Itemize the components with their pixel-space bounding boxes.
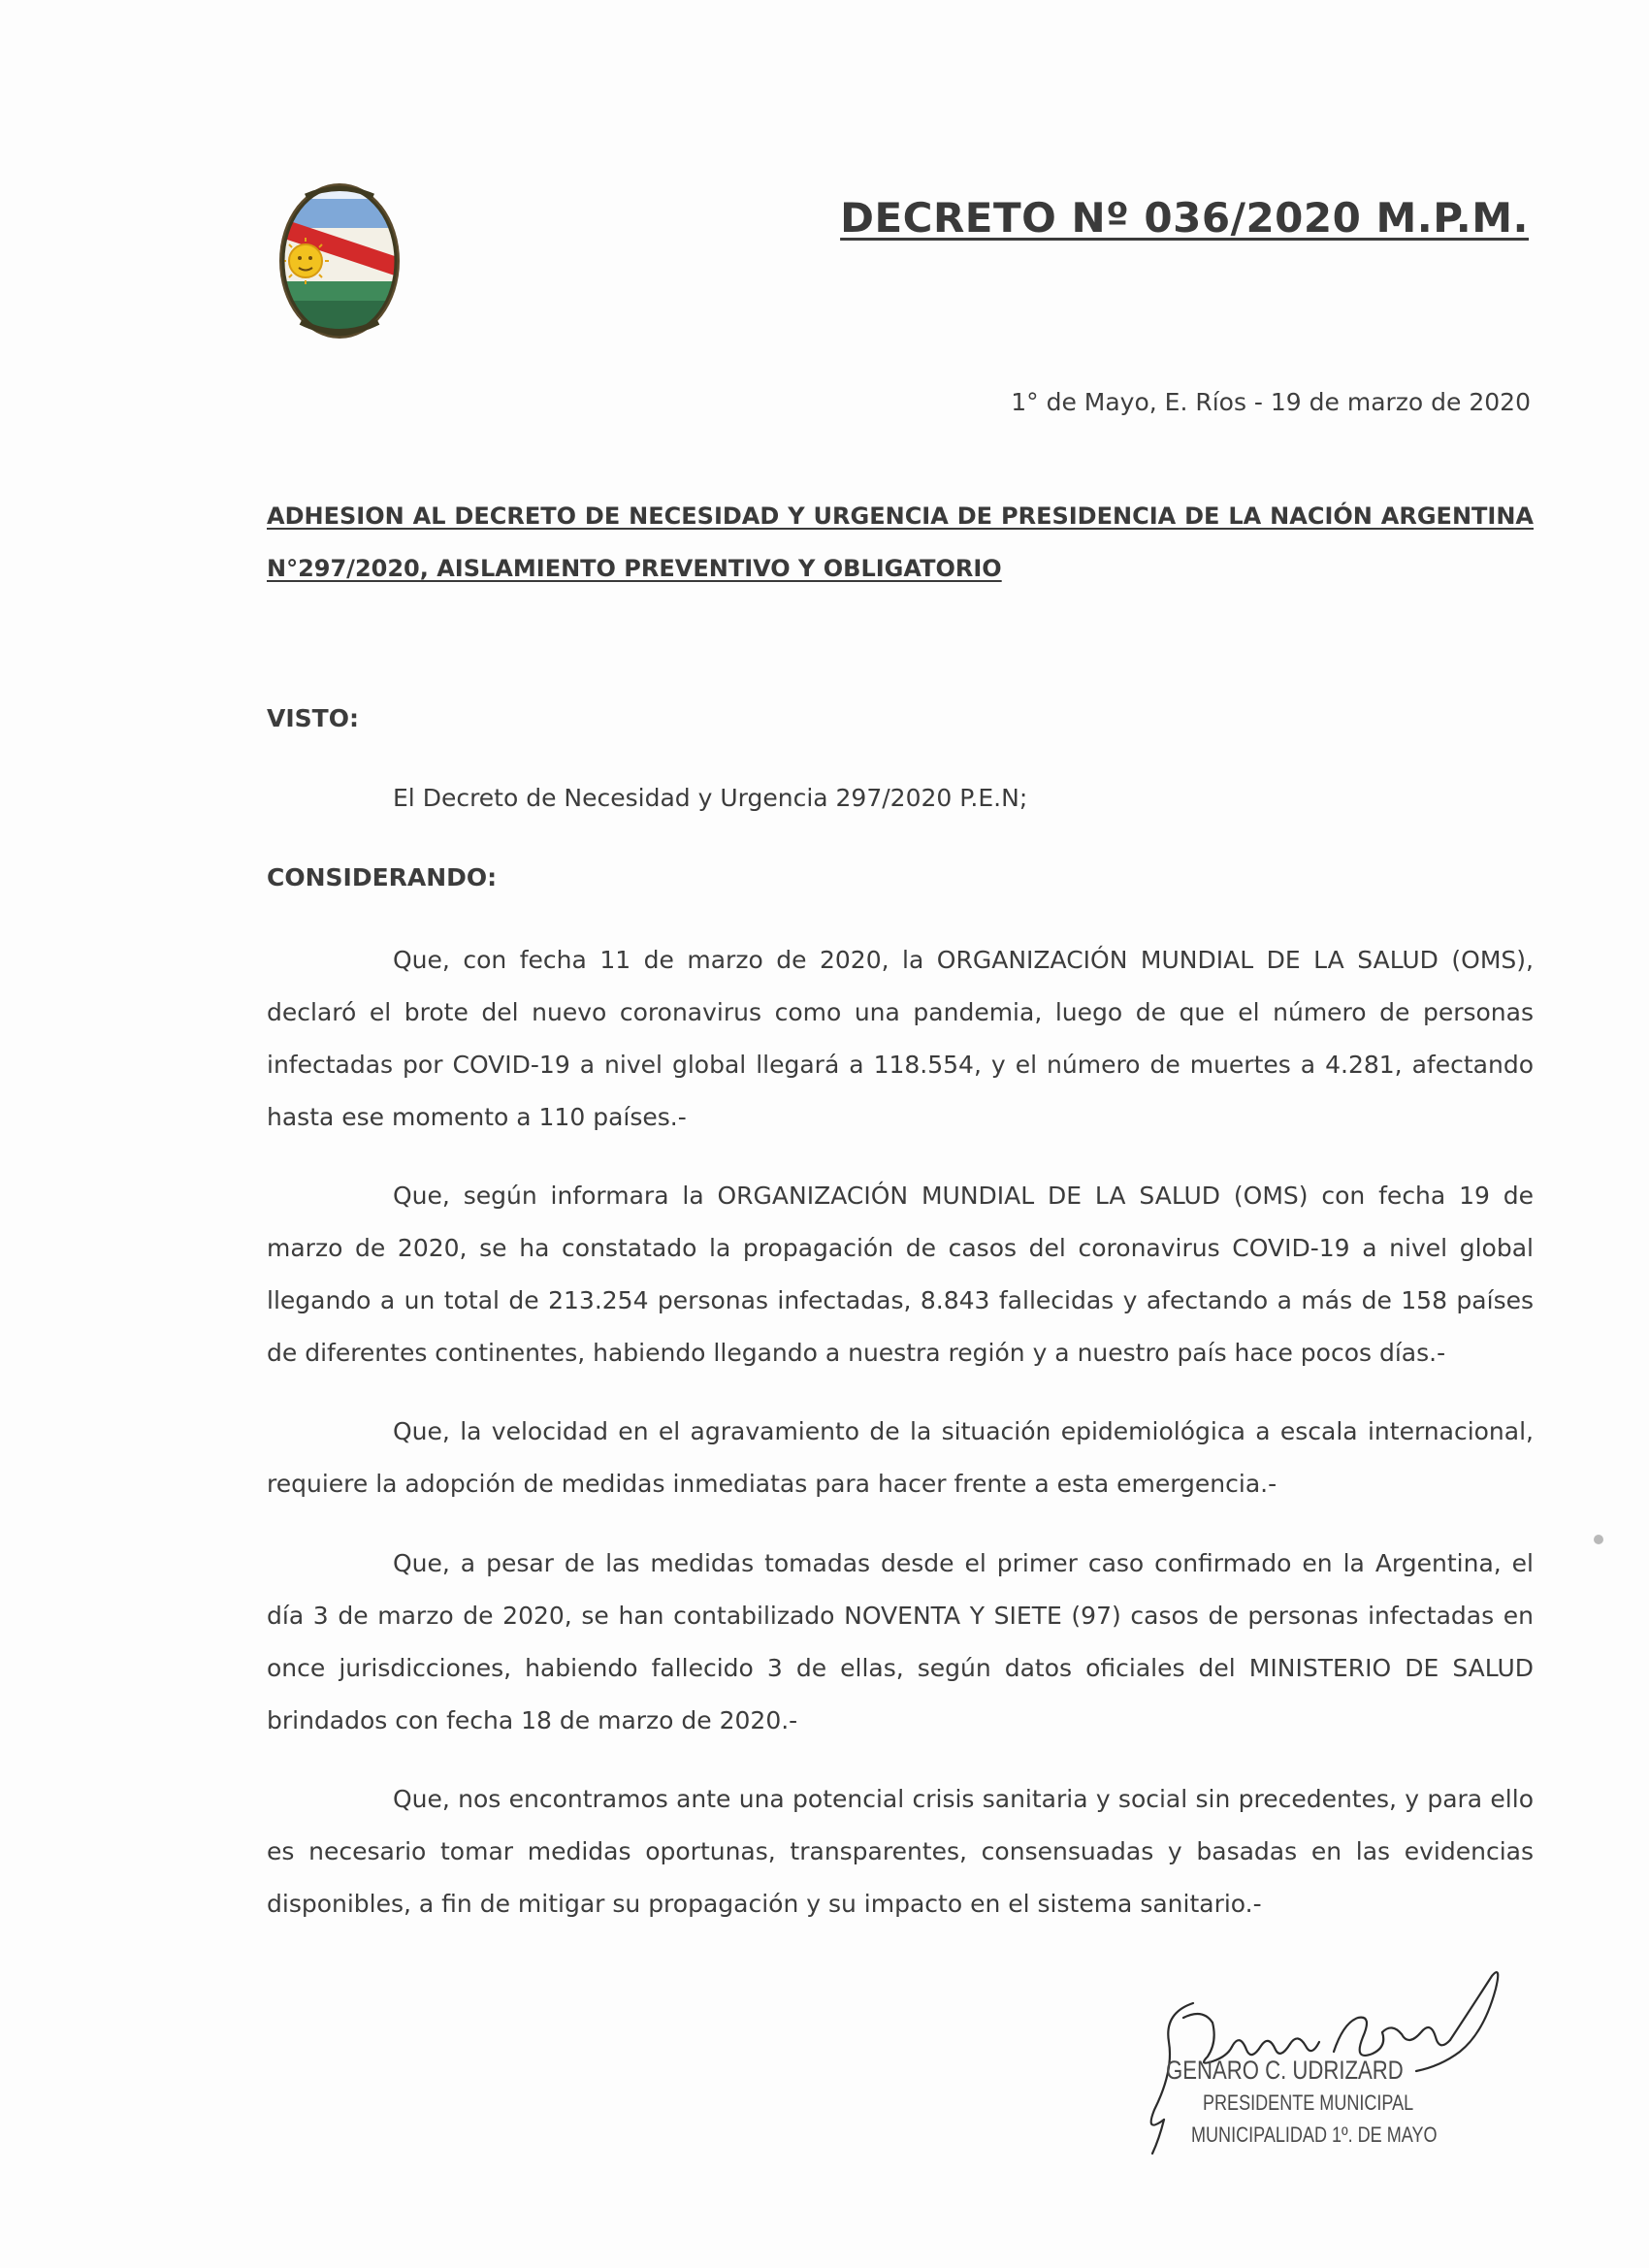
signatory-role: PRESIDENTE MUNICIPAL [1203,2090,1414,2115]
visto-heading: VISTO: [267,704,359,732]
visto-text: El Decreto de Necesidad y Urgencia 297/2020 P.E.N; [393,784,1028,812]
place-and-date: 1° de Mayo, E. Ríos - 19 de marzo de 2020 [1011,388,1531,416]
considerando-paragraph: Que, la velocidad en el agravamiento de la situación epidemiológica a escala internacional, requiere la adopción de medidas inmediatas para hacer frente a esta emergencia.- [267,1417,1534,1498]
decree-subject: ADHESION AL DECRETO DE NECESIDAD Y URGENCIA DE PRESIDENCIA DE LA NACIÓN ARGENTINA N°297/2020, AISLAMIENTO PREVENTIVO Y OBLIGATORIO [267,502,1534,582]
municipal-seal-logo [276,181,403,341]
considerando-paragraph: Que, según informara la ORGANIZACIÓN MUNDIAL DE LA SALUD (OMS) con fecha 19 de marzo de 2020, se ha constatado la propagación de casos del coronavirus COVID-19 a nivel global llegando a un total de 213.254 personas infectadas, 8.843 fallecidas y afectando a más de 158 países de diferentes continentes, habiendo llegando a nuestra región y a nuestro país hace pocos días.- [267,1182,1534,1367]
signatory-municipality: MUNICIPALIDAD 1º. DE MAYO [1191,2122,1438,2147]
signatory-name: GENARO C. UDRIZARD [1166,2056,1404,2085]
considerando-paragraph: Que, con fecha 11 de marzo de 2020, la ORGANIZACIÓN MUNDIAL DE LA SALUD (OMS), declaró el brote del nuevo coronavirus como una pandemia, luego de que el número de personas infectadas por COVID-19 a nivel global llegará a 118.554, y el número de muertes a 4.281, afectando hasta ese momento a 110 países.- [267,946,1534,1131]
considerando-paragraph: Que, a pesar de las medidas tomadas desde el primer caso confirmado en la Argentina, el día 3 de marzo de 2020, se han contabilizado NOVENTA Y SIETE (97) casos de personas infectadas en once jurisdicciones, habiendo fallecido 3 de ellas, según datos oficiales del MINISTERIO DE SALUD brindados con fecha 18 de marzo de 2020.- [267,1549,1534,1734]
scan-speck [1594,1535,1603,1544]
decree-title: DECRETO Nº 036/2020 M.P.M. [840,194,1529,242]
signature-block [1125,1964,1533,2158]
considerando-heading: CONSIDERANDO: [267,863,498,891]
considerando-paragraph: Que, nos encontramos ante una potencial crisis sanitaria y social sin precedentes, y para ello es necesario tomar medidas oportunas, transparentes, consensuadas y basadas en las evidencias disponibles, a fin de mitigar su propagación y su impacto en el sistema sanitario.- [267,1785,1534,1918]
